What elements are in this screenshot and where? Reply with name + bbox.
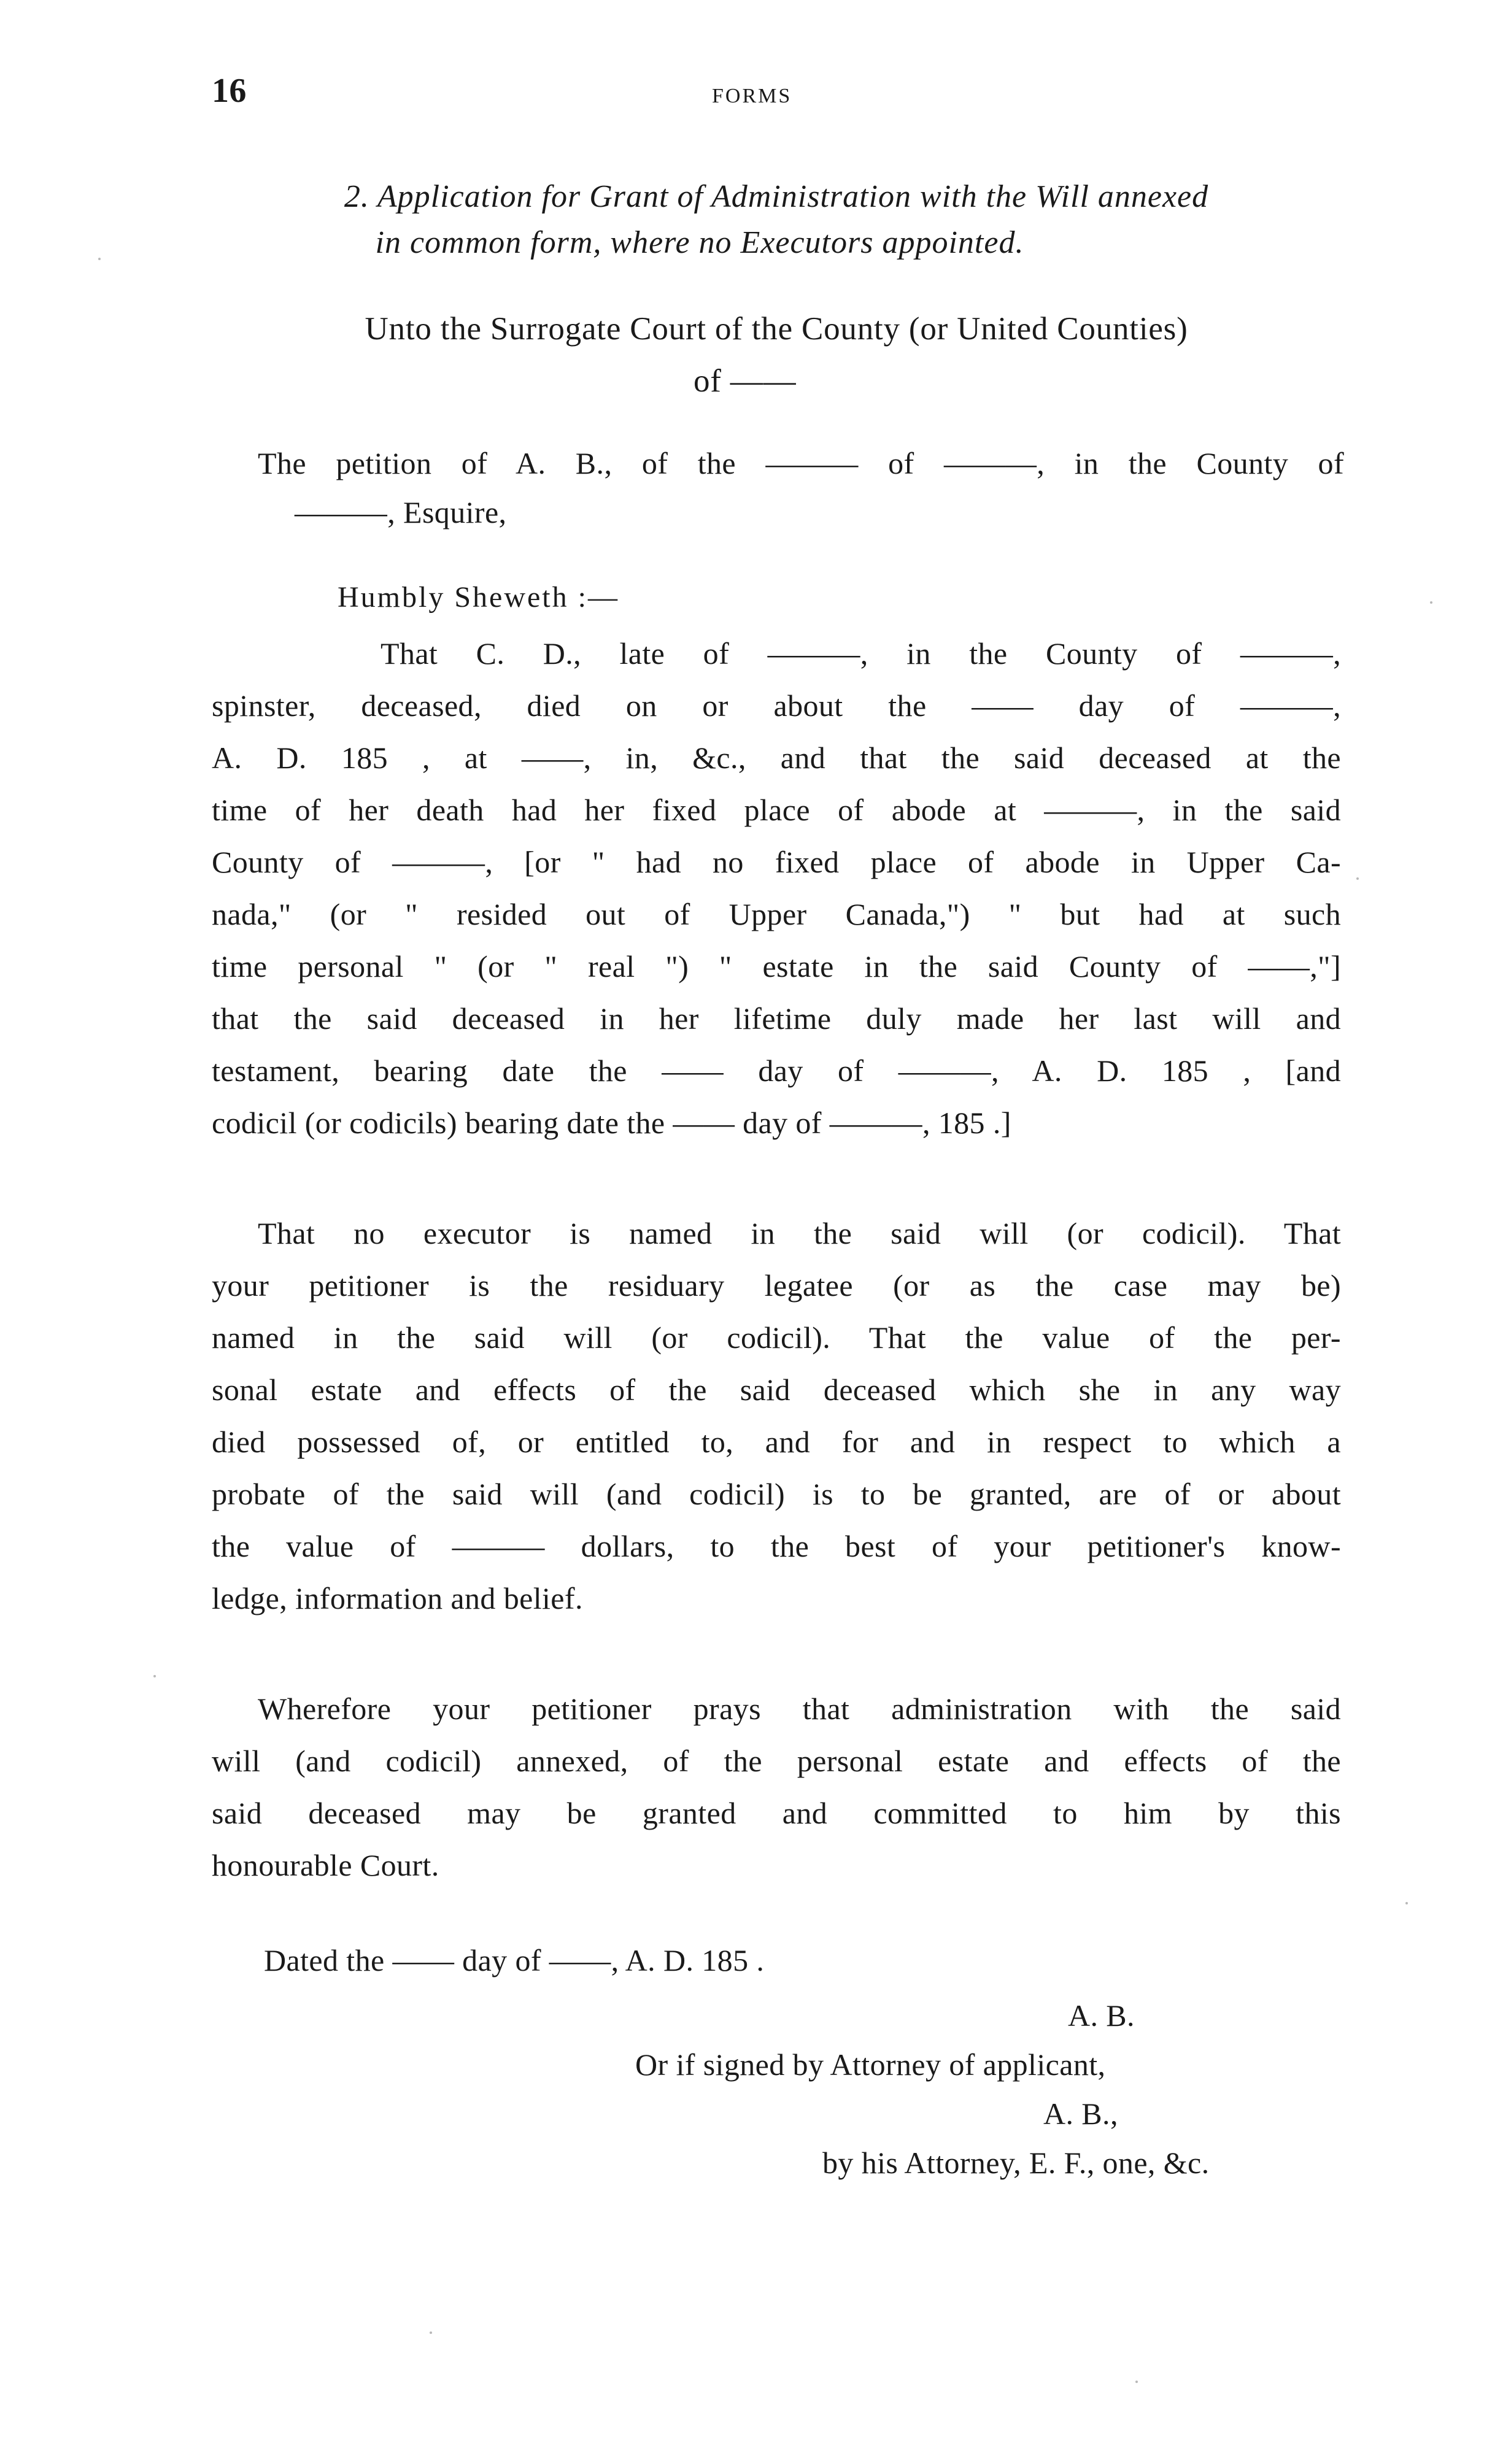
para2-line: your petitioner is the residuary legatee (or as the case may be) — [212, 1268, 1341, 1303]
para1-line: County of ———, [or " had no fixed place of abode in Upper Ca- — [212, 845, 1341, 879]
para1-line: nada," (or " resided out of Upper Canada,") " but had at such — [212, 897, 1341, 931]
page-number: 16 — [212, 72, 247, 110]
para2-line: the value of ——— dollars, to the best of your petitioner's know- — [212, 1529, 1341, 1563]
para1-line: A. D. 185 , at ——, in, &c., and that the said deceased at the — [212, 741, 1341, 775]
signature-ab-2: A. B., — [1043, 2096, 1118, 2131]
paper-speck — [1135, 2381, 1138, 2383]
attorney-note: Or if signed by Attorney of applicant, — [635, 2047, 1106, 2082]
para1-line: that the said deceased in her lifetime duly made her last will and — [212, 1001, 1341, 1036]
paper-speck — [153, 1675, 156, 1677]
paper-speck — [1356, 877, 1359, 880]
petition-line1: The petition of A. B., of the ——— of ———, in the County of — [258, 446, 1344, 480]
para2-line: sonal estate and effects of the said deceased which she in any way — [212, 1373, 1341, 1407]
para3-line: said deceased may be granted and committed to him by this — [212, 1796, 1341, 1830]
para3-line: Wherefore your petitioner prays that administration with the said — [258, 1692, 1341, 1726]
para1-line: spinster, deceased, died on or about the —— day of ———, — [212, 688, 1341, 723]
court-address-line1: Unto the Surrogate Court of the County (or United Counties) — [365, 311, 1188, 347]
petition-line2: ———, Esquire, — [295, 495, 507, 529]
para1-line: time personal " (or " real ") " estate in the said County of ——,"] — [212, 949, 1341, 984]
paper-speck — [1405, 1902, 1408, 1904]
para1-line: time of her death had her fixed place of abode at ———, in the said — [212, 793, 1341, 827]
paper-speck — [430, 2331, 432, 2334]
paper-speck — [98, 258, 101, 260]
signature-ab: A. B. — [1068, 1998, 1135, 2033]
signature-by-attorney: by his Attorney, E. F., one, &c. — [822, 2146, 1210, 2180]
para2-line: ledge, information and belief. — [212, 1581, 583, 1615]
para2-line: named in the said will (or codicil). That the value of the per- — [212, 1320, 1341, 1355]
para3-line: will (and codicil) annexed, of the personal estate and effects of the — [212, 1744, 1341, 1778]
running-title: FORMS — [712, 85, 792, 107]
paper-speck — [1430, 601, 1432, 604]
section-heading-line1: 2. Application for Grant of Administration with the Will annexed — [344, 179, 1209, 214]
para2-line: died possessed of, or entitled to, and for and in respect to which a — [212, 1425, 1341, 1459]
para2-line: That no executor is named in the said will (or codicil). That — [258, 1216, 1341, 1250]
section-heading-line2: in common form, where no Executors appointed. — [375, 225, 1024, 260]
para1-line: testament, bearing date the —— day of ———, A. D. 185 , [and — [212, 1053, 1341, 1088]
para2-line: probate of the said will (and codicil) is to be granted, are of or about — [212, 1477, 1341, 1511]
para3-line: honourable Court. — [212, 1848, 439, 1882]
court-address-line2: of —— — [694, 363, 797, 399]
para1-line: codicil (or codicils) bearing date the —— day of ———, 185 .] — [212, 1106, 1011, 1140]
humbly-sheweth: Humbly Sheweth :— — [338, 581, 619, 614]
dated-line: Dated the —— day of ——, A. D. 185 . — [264, 1943, 765, 1977]
para1-line: That C. D., late of ———, in the County of ———, — [381, 636, 1341, 671]
